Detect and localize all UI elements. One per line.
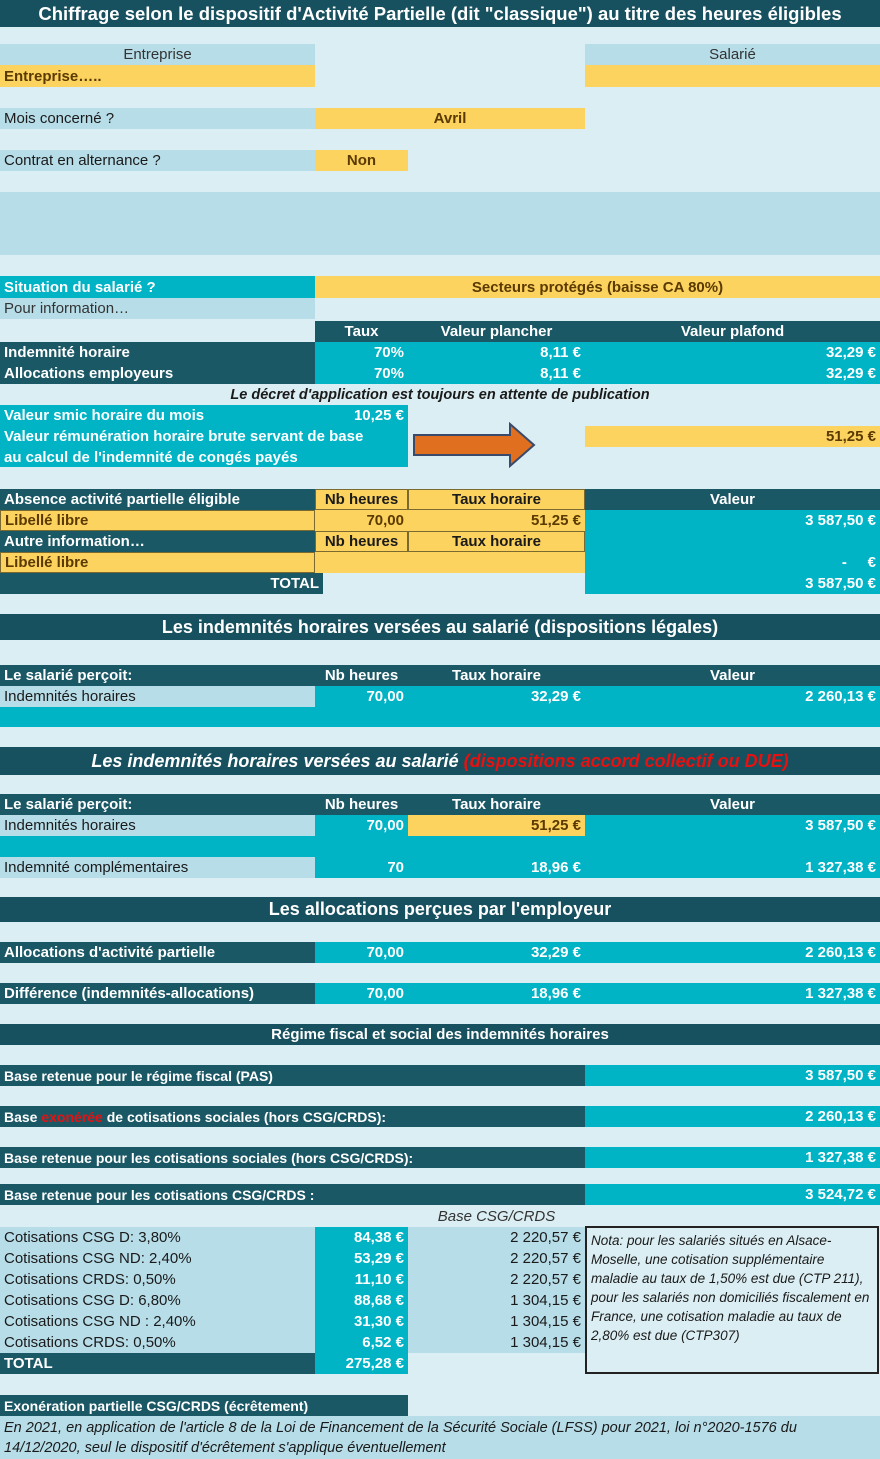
- absence-row1-valeur: 3 587,50 €: [585, 510, 880, 531]
- allocations-label: Allocations employeurs: [0, 363, 315, 384]
- exo-red: exonérée: [41, 1108, 103, 1125]
- absence-row1-label[interactable]: Libellé libre: [0, 510, 315, 531]
- nota-box: Nota: pour les salariés situés en Alsace-Moselle, une cotisation supplémentaire maladie au taux de 1,50% est due (CTP 211), pour les salariés non domiciliés fiscalement en France, une cotisation maladie au taux de 2,80% est due (CTP307): [585, 1226, 879, 1374]
- remun-line2: au calcul de l'indemnité de congés payés: [4, 448, 298, 466]
- legal-row-valeur: 2 260,13 €: [585, 686, 880, 707]
- cot-label: Cotisations CSG D: 3,80%: [0, 1227, 315, 1248]
- col-plafond: Valeur plafond: [585, 321, 880, 342]
- cot-value: 11,10 €: [315, 1269, 408, 1290]
- absence-row2-valeur: - €: [585, 552, 880, 573]
- legal-percoit-label: Le salarié perçoit:: [0, 665, 315, 686]
- cot-value: 53,29 €: [315, 1248, 408, 1269]
- cot-value: 84,38 €: [315, 1227, 408, 1248]
- exoneration-title: Exonération partielle CSG/CRDS (écrêtement): [0, 1395, 408, 1416]
- alloc-row1-nb: 70,00: [315, 942, 408, 963]
- entreprise-name-field[interactable]: Entreprise…..: [0, 65, 315, 87]
- alternance-select[interactable]: Non: [315, 150, 408, 171]
- regime-title: Régime fiscal et social des indemnités horaires: [0, 1024, 880, 1045]
- accord-title-main: Les indemnités horaires versées au salarié: [91, 750, 464, 771]
- indemnite-plafond: 32,29 €: [585, 342, 880, 363]
- autre-col-taux: Taux horaire: [408, 531, 585, 552]
- alloc-row2-valeur: 1 327,38 €: [585, 983, 880, 1004]
- base-csg-header: Base CSG/CRDS: [437, 1208, 556, 1225]
- allocations-plancher: 8,11 €: [408, 363, 585, 384]
- cot-base: 2 220,57 €: [408, 1248, 585, 1269]
- absence-col-nb: Nb heures: [315, 489, 408, 510]
- allocations-title: Les allocations perçues par l'employeur: [0, 897, 880, 922]
- absence-row1-taux[interactable]: 51,25 €: [408, 510, 585, 531]
- accord-col-valeur: Valeur: [585, 794, 880, 815]
- csg-base-label: Base retenue pour les cotisations CSG/CRDS :: [0, 1184, 585, 1205]
- absence-total-value: 3 587,50 €: [585, 573, 880, 594]
- cot-label: Cotisations CRDS: 0,50%: [0, 1332, 315, 1353]
- legal-col-valeur: Valeur: [585, 665, 880, 686]
- accord-blank-band: [0, 836, 880, 857]
- autre-valeur-blank: [585, 531, 880, 552]
- alloc-row1-label: Allocations d'activité partielle: [0, 942, 315, 963]
- smic-value: 10,25 €: [353, 407, 404, 424]
- right-arrow-icon: [412, 422, 536, 468]
- entreprise-header: Entreprise: [0, 44, 315, 65]
- accord-percoit-label: Le salarié perçoit:: [0, 794, 315, 815]
- allocations-taux: 70%: [315, 363, 408, 384]
- mois-label: Mois concerné ?: [0, 108, 315, 129]
- cot-value: 6,52 €: [315, 1332, 408, 1353]
- blank-band: [0, 192, 880, 255]
- cot-label: Cotisations CSG ND: 2,40%: [0, 1248, 315, 1269]
- autre-info-label: Autre information…: [0, 531, 315, 552]
- accord-row2-valeur: 1 327,38 €: [585, 857, 880, 878]
- exo-pre: Base: [4, 1108, 42, 1125]
- legal-row-nb: 70,00: [315, 686, 408, 707]
- autre-col-nb: Nb heures: [315, 531, 408, 552]
- accord-row2-taux: 18,96 €: [408, 857, 585, 878]
- exo-post: de cotisations sociales (hors CSG/CRDS):: [102, 1108, 387, 1125]
- salarie-name-field[interactable]: [585, 65, 880, 87]
- accord-title-red: (dispositions accord collectif ou DUE): [463, 750, 789, 771]
- exo-value: 2 260,13 €: [585, 1106, 880, 1127]
- alloc-row2-nb: 70,00: [315, 983, 408, 1004]
- decret-note: Le décret d'application est toujours en attente de publication: [230, 386, 650, 403]
- salarie-header: Salarié: [585, 44, 880, 65]
- alternance-label: Contrat en alternance ?: [0, 150, 315, 171]
- exo-label: [0, 1106, 585, 1127]
- legal-col-nb: Nb heures: [315, 665, 408, 686]
- cot-base: 1 304,15 €: [408, 1290, 585, 1311]
- accord-col-nb: Nb heures: [315, 794, 408, 815]
- accord-title: [0, 747, 880, 775]
- info-label: Pour information…: [0, 298, 315, 319]
- cot-label: Cotisations CRDS: 0,50%: [0, 1269, 315, 1290]
- cot-base: 2 220,57 €: [408, 1227, 585, 1248]
- cot-value: 31,30 €: [315, 1311, 408, 1332]
- accord-row1-taux[interactable]: 51,25 €: [408, 815, 585, 836]
- exoneration-note: En 2021, en application de l'article 8 de la Loi de Financement de la Sécurité Sociale (LFSS) pour 2021, loi n°2020-1576 du 14/12/2020, seul le dispositif d'écrêtement s'applique éventuellement: [0, 1416, 880, 1459]
- accord-row2-label: Indemnité complémentaires: [0, 857, 315, 878]
- alloc-row2-label: Différence (indemnités-allocations): [0, 983, 315, 1004]
- cot-base: 2 220,57 €: [408, 1269, 585, 1290]
- indemnite-taux: 70%: [315, 342, 408, 363]
- alloc-row1-valeur: 2 260,13 €: [585, 942, 880, 963]
- accord-row2-nb: 70: [315, 857, 408, 878]
- indemnite-label: Indemnité horaire: [0, 342, 315, 363]
- absence-total-label: TOTAL: [0, 573, 323, 594]
- absence-header: Absence activité partielle éligible: [0, 489, 315, 510]
- legal-row-label: Indemnités horaires: [0, 686, 315, 707]
- accord-row1-valeur: 3 587,50 €: [585, 815, 880, 836]
- accord-col-taux: Taux horaire: [408, 794, 585, 815]
- pas-value: 3 587,50 €: [585, 1065, 880, 1086]
- pas-label: Base retenue pour le régime fiscal (PAS): [0, 1065, 585, 1086]
- mois-select[interactable]: Avril: [315, 108, 585, 129]
- col-taux: Taux: [315, 321, 408, 342]
- absence-row1-nb[interactable]: 70,00: [315, 510, 408, 531]
- cot-label: Cotisations CSG D: 6,80%: [0, 1290, 315, 1311]
- legal-title: Les indemnités horaires versées au salarié (dispositions légales): [0, 614, 880, 640]
- situation-label: Situation du salarié ?: [0, 276, 315, 298]
- legal-col-taux: Taux horaire: [408, 665, 585, 686]
- absence-col-valeur: Valeur: [585, 489, 880, 510]
- indemnite-plancher: 8,11 €: [408, 342, 585, 363]
- page-title: Chiffrage selon le dispositif d'Activité Partielle (dit "classique") au titre des heures éligibles: [0, 0, 880, 27]
- alloc-row2-taux: 18,96 €: [408, 983, 585, 1004]
- legal-row-taux: 32,29 €: [408, 686, 585, 707]
- accord-row1-label: Indemnités horaires: [0, 815, 315, 836]
- absence-row2-label[interactable]: Libellé libre: [0, 552, 315, 573]
- absence-row2-input[interactable]: [315, 552, 585, 573]
- col-plancher: Valeur plancher: [408, 321, 585, 342]
- cot-total-value: 275,28 €: [315, 1353, 408, 1374]
- cot-label: Cotisations CSG ND : 2,40%: [0, 1311, 315, 1332]
- remun-value[interactable]: 51,25 €: [585, 426, 880, 447]
- legal-blank-band: [0, 707, 880, 727]
- accord-row1-nb: 70,00: [315, 815, 408, 836]
- cot-value: 88,68 €: [315, 1290, 408, 1311]
- soc-value: 1 327,38 €: [585, 1147, 880, 1168]
- csg-base-value: 3 524,72 €: [585, 1184, 880, 1205]
- situation-select[interactable]: Secteurs protégés (baisse CA 80%): [315, 276, 880, 298]
- smic-label: Valeur smic horaire du mois: [4, 407, 205, 424]
- allocations-plafond: 32,29 €: [585, 363, 880, 384]
- cot-base: 1 304,15 €: [408, 1311, 585, 1332]
- remun-line1: Valeur rémunération horaire brute servant de base: [4, 428, 364, 445]
- cot-base: 1 304,15 €: [408, 1332, 585, 1353]
- absence-col-taux: Taux horaire: [408, 489, 585, 510]
- alloc-row1-taux: 32,29 €: [408, 942, 585, 963]
- cot-total-label: TOTAL: [0, 1353, 315, 1374]
- soc-label: Base retenue pour les cotisations sociales (hors CSG/CRDS):: [0, 1147, 585, 1168]
